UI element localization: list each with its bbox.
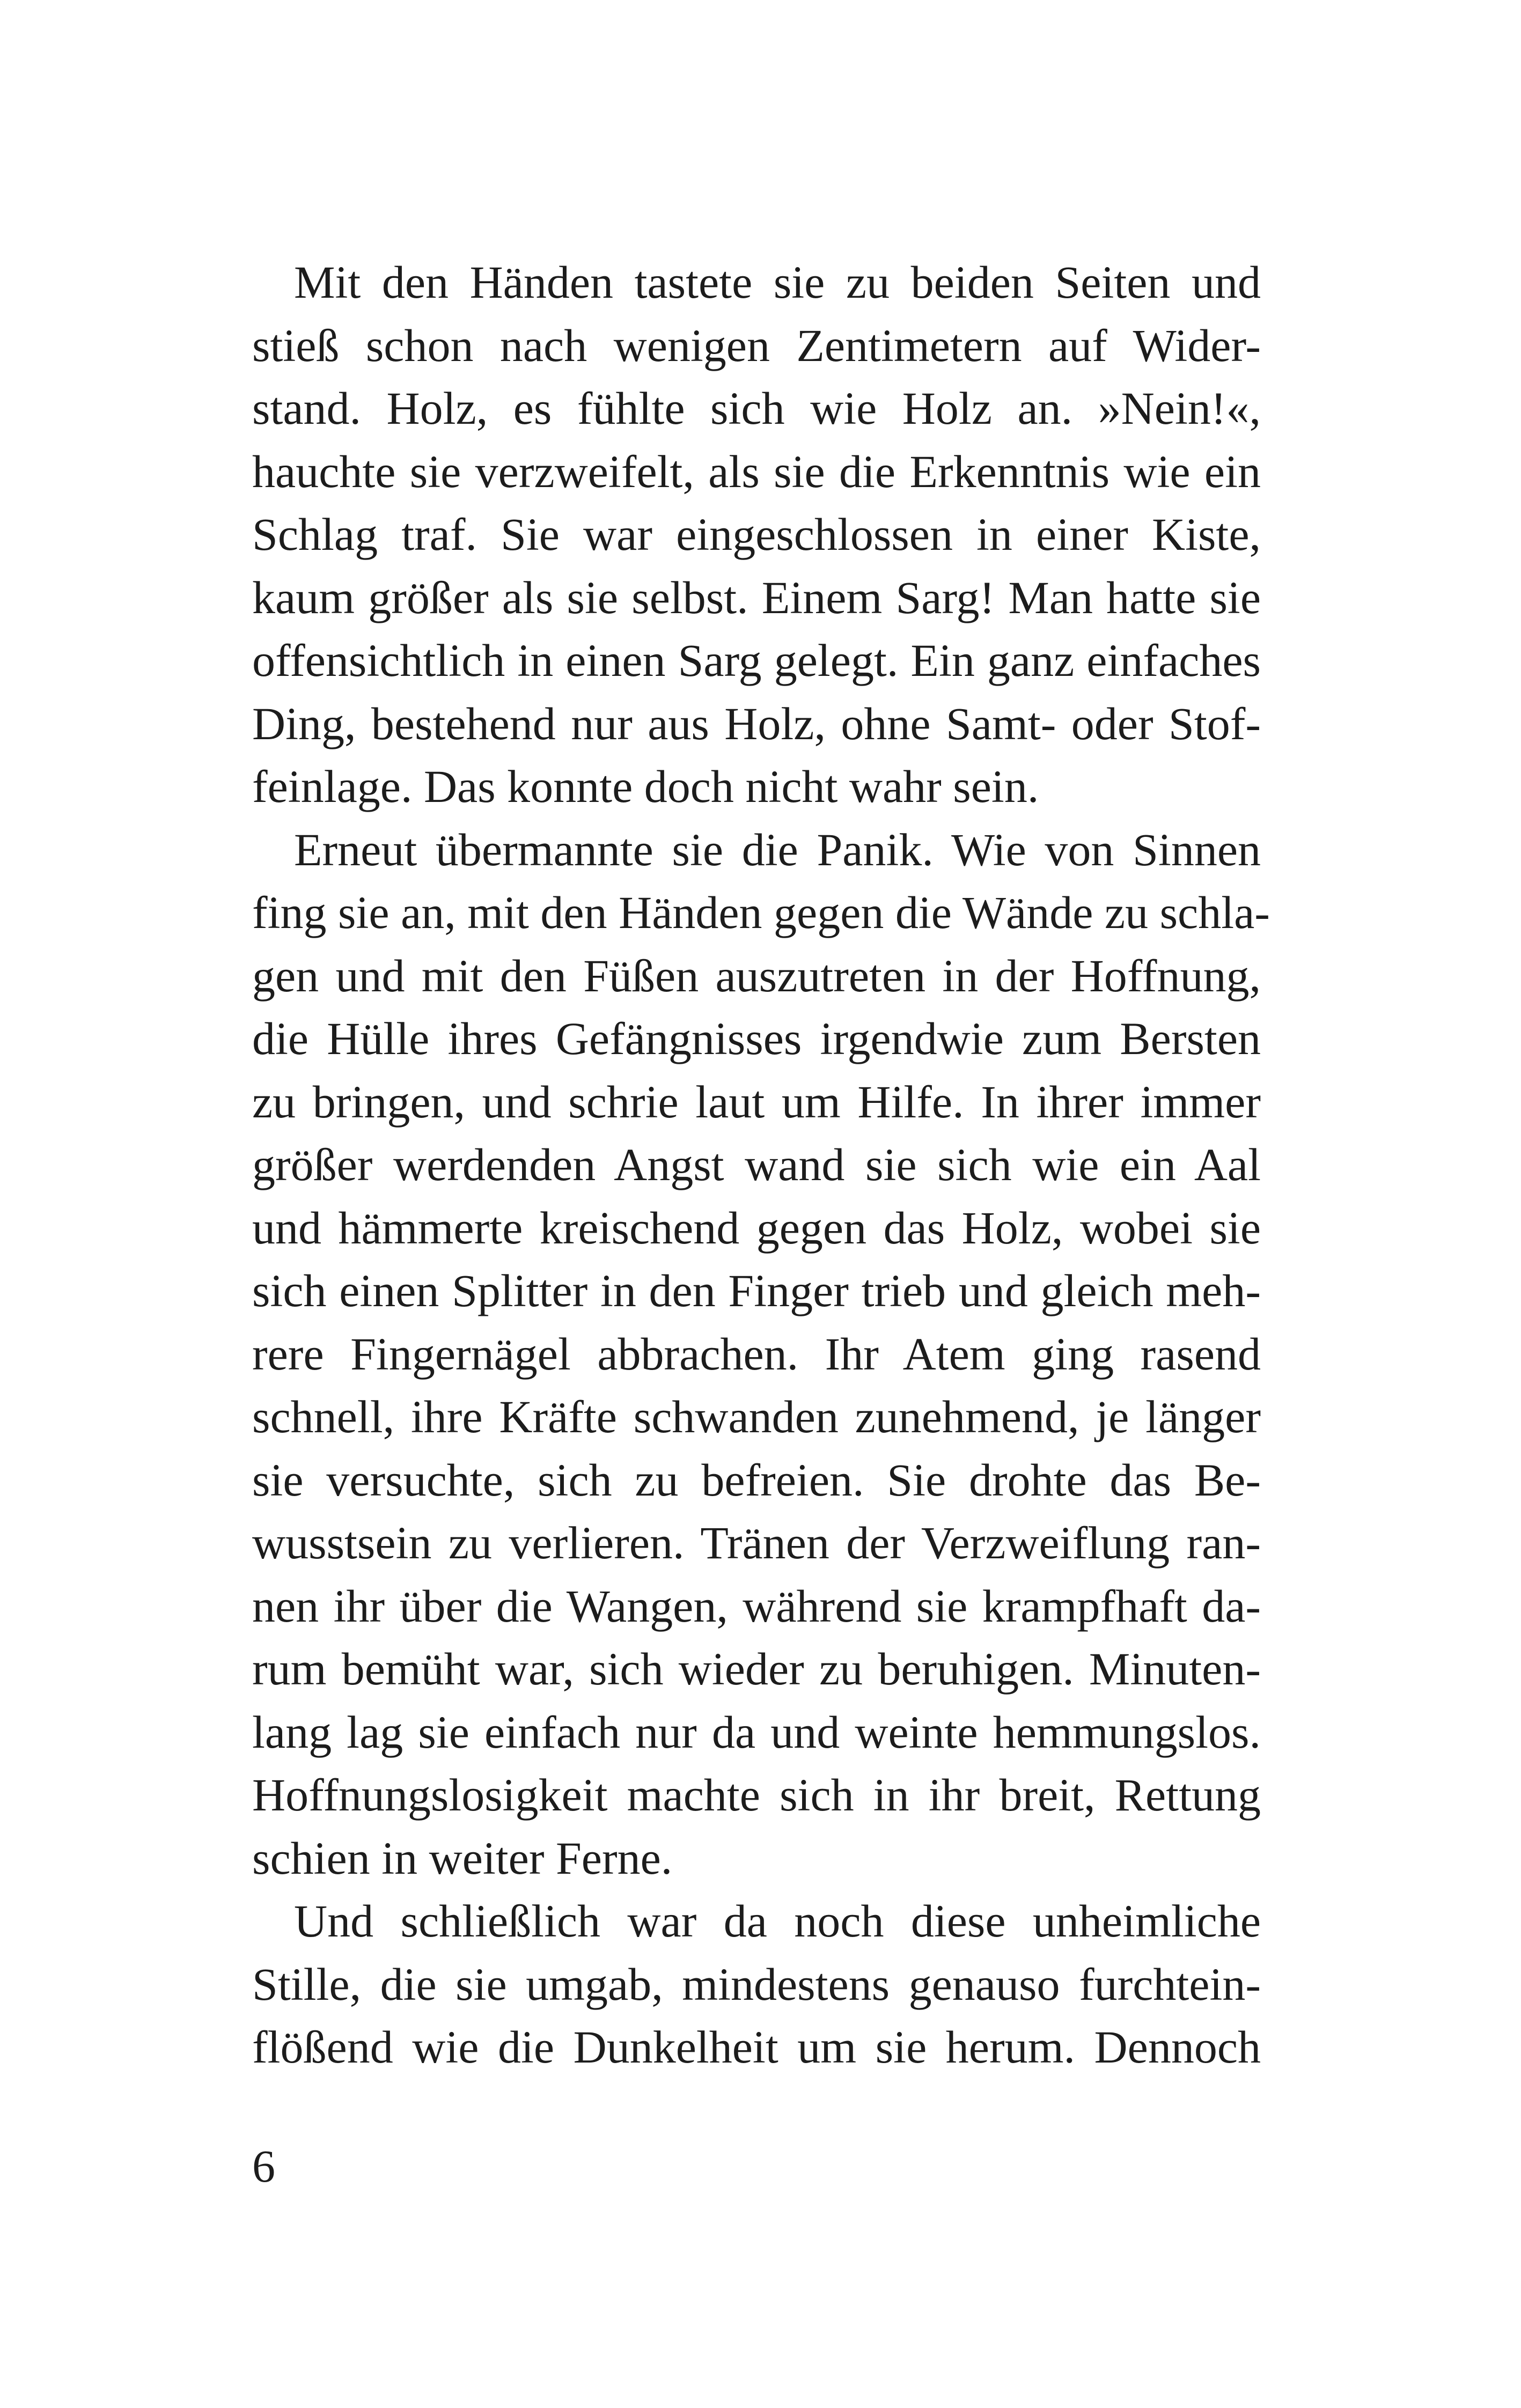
text-line: schien in weiter Ferne. (252, 1832, 673, 1884)
text-line: die Hülle ihres Gefängnisses irgendwie zum Bersten (252, 1013, 1261, 1064)
text-line: Schlag traf. Sie war eingeschlossen in einer Kiste, (252, 509, 1261, 560)
text-line: Hoffnungslosigkeit machte sich in ihr breit, Rettung (252, 1769, 1261, 1821)
text-line: rere Fingernägel abbrachen. Ihr Atem ging rasend (252, 1328, 1261, 1380)
text-line: hauchte sie verzweifelt, als sie die Erkenntnis wie ein (252, 445, 1261, 497)
text-line: offensichtlich in einen Sarg gelegt. Ein ganz einfaches (252, 635, 1261, 686)
text-line: feinlage. Das konnte doch nicht wahr sein. (252, 761, 1039, 812)
text-line: lang lag sie einfach nur da und weinte hemmungslos. (252, 1706, 1261, 1758)
text-line: sie versuchte, sich zu befreien. Sie drohte das Be- (252, 1454, 1261, 1506)
text-line: sich einen Splitter in den Finger trieb und gleich meh- (252, 1265, 1261, 1316)
text-line: stieß schon nach wenigen Zentimetern auf Wider- (252, 319, 1261, 371)
text-line: zu bringen, und schrie laut um Hilfe. In ihrer immer (252, 1076, 1261, 1128)
text-line: Ding, bestehend nur aus Holz, ohne Samt- oder Stof- (252, 697, 1261, 749)
text-line: Stille, die sie umgab, mindestens genauso furchtein- (252, 1958, 1261, 2010)
text-line: flößend wie die Dunkelheit um sie herum. Dennoch (252, 2021, 1261, 2073)
body-text (252, 251, 1270, 2079)
text-line: und hämmerte kreischend gegen das Holz, wobei sie (252, 1202, 1261, 1254)
text-line: nen ihr über die Wangen, während sie krampfhaft da- (252, 1580, 1261, 1632)
text-line: Mit den Händen tastete sie zu beiden Seiten und (294, 256, 1261, 308)
text-line: Und schließlich war da noch diese unheimliche (294, 1895, 1261, 1947)
text-line: größer werdenden Angst wand sie sich wie ein Aal (252, 1139, 1261, 1190)
text-line: gen und mit den Füßen auszutreten in der Hoffnung, (252, 949, 1261, 1002)
text-line: Erneut übermannte sie die Panik. Wie von Sinnen (294, 823, 1261, 875)
text-line: stand. Holz, es fühlte sich wie Holz an. »Nein!«, (252, 382, 1261, 434)
page-number: 6 (252, 2140, 275, 2192)
text-line: kaum größer als sie selbst. Einem Sarg! Man hatte sie (252, 571, 1261, 623)
text-line: wusstsein zu verlieren. Tränen der Verzweiflung ran- (252, 1517, 1261, 1568)
text-line: fing sie an, mit den Händen gegen die Wände zu schla- (252, 887, 1270, 938)
text-line: schnell, ihre Kräfte schwanden zunehmend, je länger (252, 1391, 1261, 1442)
text-line: rum bemüht war, sich wieder zu beruhigen. Minuten- (252, 1643, 1261, 1695)
